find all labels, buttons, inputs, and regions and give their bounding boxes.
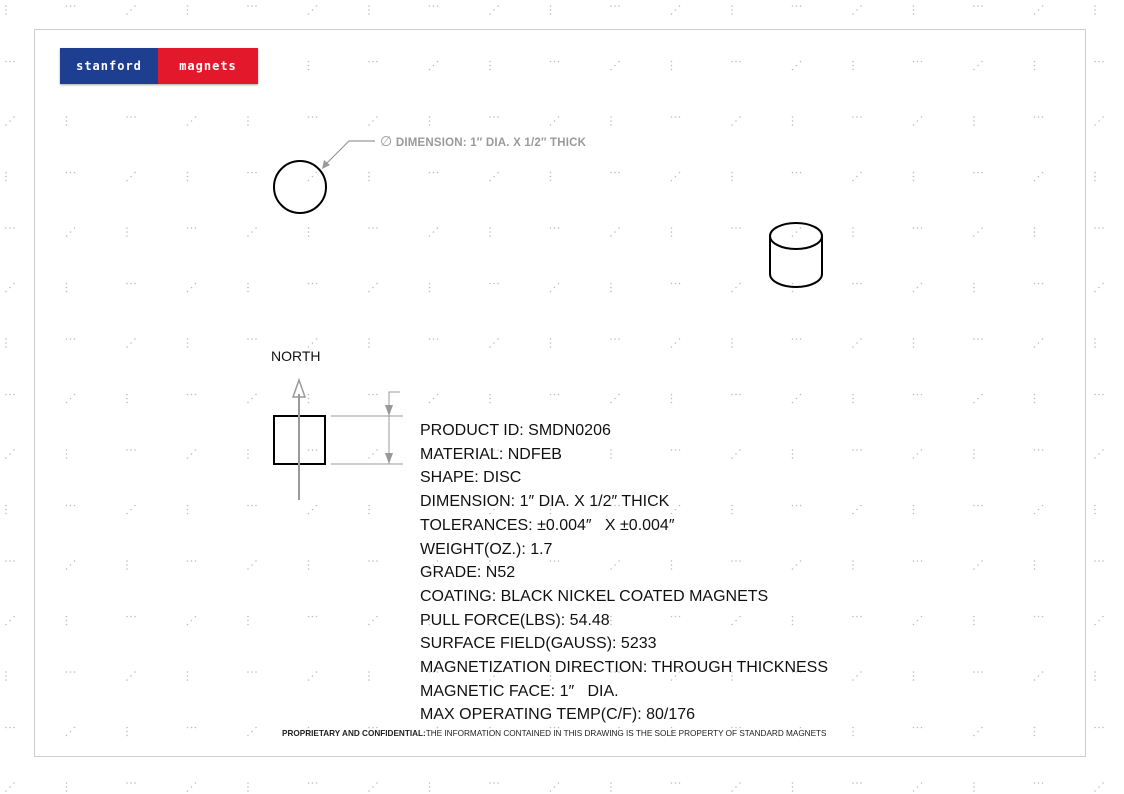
spec-max-operating-temp: MAX OPERATING TEMP(C/F): 80/176 <box>420 706 696 724</box>
spec-product-id: PRODUCT ID: SMDN0206 <box>420 422 611 439</box>
spec-tolerances: TOLERANCES: ±0.004″ X ±0.004″ <box>420 516 675 534</box>
dimension-callout <box>380 133 586 150</box>
top-view-circle <box>274 161 326 213</box>
spec-material: MATERIAL: NDFEB <box>420 445 562 463</box>
spec-weight: WEIGHT(OZ.): 1.7 <box>420 540 553 558</box>
spec-surface-field: SURFACE FIELD(GAUSS): 5233 <box>420 635 657 653</box>
isometric-cylinder <box>770 223 822 287</box>
north-label: NORTH <box>271 348 321 364</box>
diameter-symbol: ∅ <box>380 133 393 149</box>
logo-text-left: stanford <box>76 59 142 73</box>
spec-dimension: DIMENSION: 1″ DIA. X 1/2″ THICK <box>420 493 670 511</box>
footer-bold-label: PROPRIETARY AND CONFIDENTIAL: <box>282 729 426 738</box>
spec-coating: COATING: BLACK NICKEL COATED MAGNETS <box>420 587 769 605</box>
callout-leader-line <box>326 141 375 164</box>
spec-grade: GRADE: N52 <box>420 564 516 582</box>
logo-text-right: magnets <box>179 59 237 73</box>
callout-text: DIMENSION: 1″ DIA. X 1/2″ THICK <box>395 137 587 149</box>
footer-text: THE INFORMATION CONTAINED IN THIS DRAWING IS THE SOLE PROPERTY OF STANDARD MAGNETS <box>425 729 827 738</box>
spec-magnetic-face: MAGNETIC FACE: 1″ DIA. <box>420 682 619 700</box>
spec-list <box>420 419 828 727</box>
dimension-arrow-bottom <box>385 453 393 464</box>
dimension-arrow-top <box>385 405 393 416</box>
spec-shape: SHAPE: DISC <box>420 469 522 487</box>
confidentiality-footer <box>282 729 827 738</box>
spec-magnetization-direction: MAGNETIZATION DIRECTION: THROUGH THICKNESS <box>420 659 829 677</box>
spec-pull-force: PULL FORCE(LBS): 54.48 <box>420 611 610 629</box>
